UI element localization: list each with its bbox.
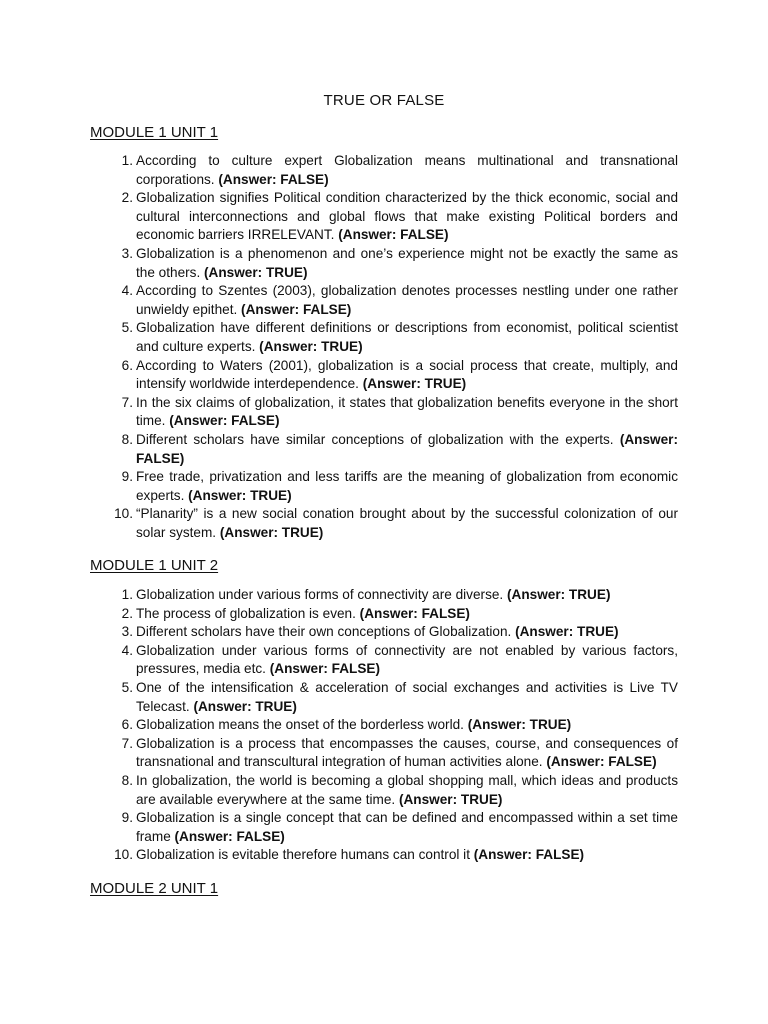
question-item [90,468,678,505]
answer-label: (Answer: TRUE) [507,587,611,602]
answer-label: (Answer: FALSE) [546,754,657,770]
section-heading-module-2-unit-1: MODULE 2 UNIT 1 [90,880,219,897]
question-item [90,505,678,542]
question-number: 6. [121,717,133,733]
question-item [90,431,678,468]
question-number: 10. [114,506,133,522]
question-item [90,716,678,735]
question-item [90,586,678,605]
question-list-module-1-unit-2 [90,586,678,865]
answer-label: (Answer: TRUE) [219,524,324,540]
question-item [90,282,678,319]
question-number: 4. [121,642,133,658]
question-text: In the six claims of globalization, it states that globalization benefits everyone in the short time. [136,394,678,429]
answer-label: (Answer: TRUE) [204,264,308,280]
question-text: Globalization means the onset of the borderless world. [136,717,464,733]
answer-label: (Answer: FALSE) [473,847,585,863]
question-number: 4. [121,283,133,299]
question-text: According to culture expert Globalization means multinational and transnational corporations. [136,153,678,187]
question-text: Free trade, privatization and less tariffs are the meaning of globalization from economic experts. [136,469,678,503]
question-text: Globalization is evitable therefore humans can control it [136,847,470,863]
answer-label: (Answer: FALSE) [136,431,678,466]
answer-label: (Answer: FALSE) [241,301,352,317]
answer-label: (Answer: FALSE) [174,828,285,844]
answer-label: (Answer: TRUE) [259,338,363,354]
answer-label: (Answer: FALSE) [218,171,329,187]
question-item [90,679,678,716]
question-item [90,809,678,846]
question-text: Globalization is a single concept that can be defined and encompassed within a set time frame [136,810,678,844]
question-text: According to Szentes (2003), globalization denotes processes nestling under one rather unwieldy epithet. [136,283,678,317]
answer-label: (Answer: TRUE) [467,717,572,733]
question-number: 1. [121,587,133,602]
question-item [90,152,678,189]
answer-label: (Answer: FALSE) [269,661,381,677]
answer-label: (Answer: TRUE) [398,791,503,807]
question-number: 3. [121,245,133,261]
question-text: One of the intensification & acceleration of social exchanges and activities is Live TV Telecast. [136,679,678,714]
question-item [90,394,678,431]
question-number: 3. [121,624,133,640]
question-text: Different scholars have similar conceptions of globalization with the experts. [136,431,614,447]
question-text: In globalization, the world is becoming a global shopping mall, which ideas and products are available everywhere at the same time. [136,772,678,807]
question-text: According to Waters (2001), globalization is a social process that create, multiply, and intensify worldwide interdependence. [136,357,678,392]
answer-label: (Answer: FALSE) [169,413,280,429]
question-text: Globalization is a phenomenon and one’s experience might not be exactly the same as the others. [136,245,678,280]
question-number: 7. [121,394,133,410]
question-item [90,605,678,624]
question-number: 8. [121,431,133,447]
question-item [90,642,678,679]
question-item [90,357,678,394]
question-text: “Planarity” is a new social conation brought about by the successful colonization of our solar system. [136,506,678,540]
answer-label: (Answer: FALSE) [338,227,449,243]
question-item [90,245,678,282]
question-number: 10. [114,847,133,863]
answer-label: (Answer: TRUE) [188,487,292,503]
question-number: 5. [121,320,133,336]
question-item [90,623,678,642]
answer-label: (Answer: FALSE) [359,605,470,621]
question-text: The process of globalization is even. [136,605,356,621]
answer-label: (Answer: TRUE) [362,376,467,392]
question-number: 9. [121,469,133,485]
question-number: 8. [121,772,133,788]
answer-label: (Answer: TRUE) [515,624,619,640]
question-text: Globalization is a process that encompasses the causes, course, and consequences of transnational and transcultural integration of human activities alone. [136,735,678,770]
question-text: Globalization signifies Political condition characterized by the thick economic, social and cultural interconnections and global flows that make existing Political borders and economic barriers IRRELEVANT. [136,190,678,243]
question-item [90,846,678,865]
question-number: 7. [121,735,133,751]
question-list-module-1-unit-1 [90,152,678,542]
section-heading-module-1-unit-2: MODULE 1 UNIT 2 [90,557,219,574]
answer-label: (Answer: TRUE) [193,698,297,714]
question-item [90,189,678,245]
section-heading-module-1-unit-1: MODULE 1 UNIT 1 [90,124,219,141]
question-number: 6. [121,357,133,373]
question-item [90,772,678,809]
question-text: Globalization under various forms of connectivity are not enabled by various factors, pressures, media etc. [136,642,678,677]
question-number: 2. [121,190,133,206]
question-number: 9. [121,810,133,826]
question-text: Globalization under various forms of connectivity are diverse. [136,587,504,602]
question-number: 1. [121,153,133,168]
question-text: Globalization have different definitions or descriptions from economist, political scientist and culture experts. [136,320,678,354]
question-item [90,319,678,356]
question-number: 5. [121,679,133,695]
question-item [90,735,678,772]
page-title: TRUE OR FALSE [323,92,445,109]
question-text: Different scholars have their own conceptions of Globalization. [136,624,512,640]
question-number: 2. [121,605,133,621]
